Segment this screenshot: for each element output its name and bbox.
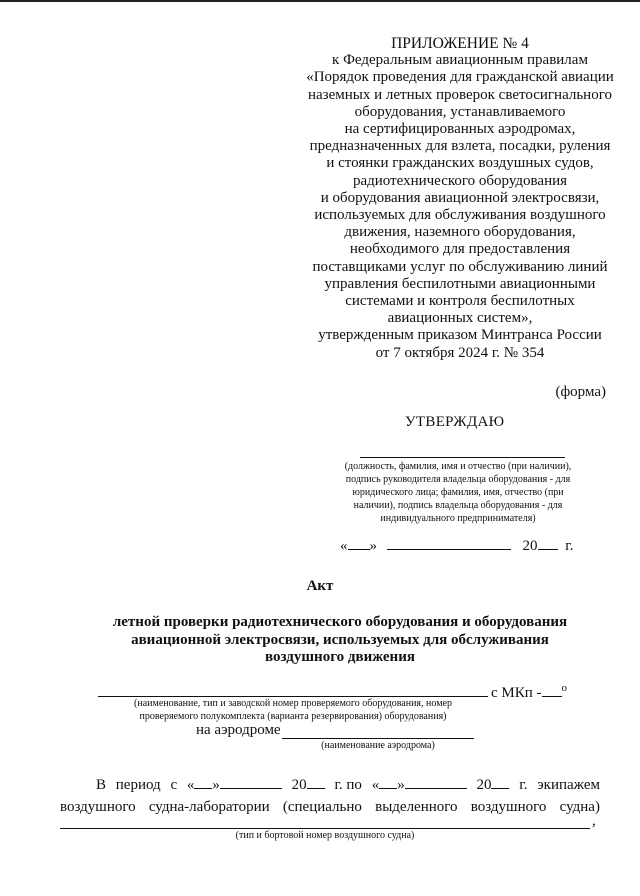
appendix-line: от 7 октября 2024 г. № 354 — [375, 344, 545, 361]
year-suffix: г. — [565, 538, 574, 554]
quote-open: « — [340, 538, 348, 554]
word: судна-лаборатории — [148, 799, 270, 815]
to-day-field[interactable] — [379, 776, 397, 789]
word: (специально — [282, 799, 362, 815]
appendix-line: системами и контроля беспилотных — [345, 293, 575, 310]
to-date — [372, 774, 467, 796]
appendix-line: предназначенных для взлета, посадки, руления — [309, 138, 611, 155]
day-field[interactable] — [348, 536, 370, 550]
from-day-field[interactable] — [194, 776, 212, 789]
quote-close: » — [369, 538, 377, 554]
caption-line: подпись руководителя владельца оборудования - для — [345, 474, 571, 485]
appendix-header — [300, 35, 620, 362]
caption-line: (наименование, тип и заводской номер проверяемого оборудования, номер — [134, 698, 452, 709]
word: период — [115, 777, 161, 793]
mkp-label: с МКп - — [491, 685, 542, 701]
aerodrome-caption: (наименование аэродрома) — [321, 740, 435, 751]
appendix-line: утвержденным приказом Минтранса России — [318, 327, 602, 344]
word: В — [96, 777, 107, 793]
equipment-caption — [108, 697, 478, 723]
appendix-line: необходимого для предоставления — [349, 241, 571, 258]
appendix-line: управления беспилотными авиационными — [324, 275, 596, 292]
appendix-line: на сертифицированных аэродромах, — [344, 121, 576, 138]
appendix-line: оборудования, устанавливаемого — [354, 103, 566, 120]
aircraft-caption: (тип и бортовой номер воздушного судна) — [235, 830, 415, 841]
appendix-line: поставщиками услуг по обслуживанию линий — [312, 258, 608, 275]
word: г. — [519, 777, 528, 793]
appendix-line: наземных и летных проверок светосигнального — [308, 86, 612, 103]
appendix-line: радиотехнического оборудования — [352, 172, 568, 189]
appendix-line: движения, наземного оборудования, — [344, 224, 576, 241]
caption-line: (должность, фамилия, имя и отчество (при наличии), — [344, 461, 572, 472]
to-month-field[interactable] — [405, 776, 467, 789]
form-label: (форма) — [555, 384, 606, 400]
caption-line: наличии), подпись владельца оборудования - для — [353, 500, 563, 511]
appendix-line: и стоянки гражданских воздушных судов, — [326, 155, 594, 172]
appendix-line: и оборудования авиационной электросвязи, — [320, 189, 600, 206]
period-row — [60, 774, 600, 796]
appendix-line: авиационных систем», — [387, 310, 533, 327]
word: с — [170, 777, 178, 793]
caption-line: индивидуального предпринимателя) — [380, 513, 536, 524]
from-year — [292, 774, 325, 796]
from-date — [187, 774, 282, 796]
quote-close: » — [212, 777, 220, 793]
period-paragraph — [60, 774, 600, 818]
approve-heading: УТВЕРЖДАЮ — [405, 414, 505, 430]
appendix-line: к Федеральным авиационным правилам — [332, 52, 588, 69]
degree-mark: о — [561, 682, 568, 694]
word: выделенного — [375, 799, 458, 815]
equipment-mkp — [491, 682, 567, 702]
month-field[interactable] — [387, 536, 511, 550]
act-subtitle-line: авиационной электросвязи, используемых для обслуживания — [131, 631, 549, 648]
scan-edge — [0, 0, 640, 2]
word: воздушного — [470, 799, 547, 815]
from-year-field[interactable] — [307, 776, 325, 789]
mkp-field[interactable] — [542, 684, 562, 697]
act-subtitle — [80, 614, 600, 667]
year-field[interactable] — [538, 536, 558, 550]
word: экипажем — [537, 777, 600, 793]
year-prefix: 20 — [476, 777, 492, 793]
word: г. по — [334, 777, 362, 793]
act-title: Акт — [306, 578, 334, 594]
caption-line: юридического лица; фамилия, имя, отчество (при — [352, 487, 564, 498]
to-year — [476, 774, 509, 796]
comma: , — [592, 813, 596, 829]
aerodrome-field[interactable] — [282, 738, 474, 739]
appendix-line: используемых для обслуживания воздушного — [314, 207, 606, 224]
word: судна) — [559, 799, 600, 815]
period-row — [60, 796, 600, 818]
approval-date-row — [340, 536, 573, 555]
year-prefix: 20 — [522, 538, 538, 554]
signature-field[interactable] — [360, 457, 565, 458]
aircraft-field[interactable] — [60, 828, 590, 829]
to-year-field[interactable] — [491, 776, 509, 789]
aerodrome-label: на аэродроме — [196, 722, 281, 738]
year-prefix: 20 — [291, 777, 307, 793]
from-month-field[interactable] — [220, 776, 282, 789]
caption-line: проверяемого полукомплекта (варианта резервирования) оборудования) — [139, 711, 447, 722]
appendix-line: «Порядок проведения для гражданской авиации — [306, 69, 614, 86]
quote-open: « — [186, 777, 195, 793]
appendix-title: ПРИЛОЖЕНИЕ № 4 — [391, 35, 529, 52]
signature-caption — [328, 460, 588, 525]
act-subtitle-line: воздушного движения — [265, 649, 415, 665]
quote-open: « — [371, 777, 380, 793]
act-subtitle-line: летной проверки радиотехнического оборудования и оборудования — [112, 614, 568, 630]
word: воздушного — [60, 799, 136, 815]
quote-close: » — [397, 777, 405, 793]
